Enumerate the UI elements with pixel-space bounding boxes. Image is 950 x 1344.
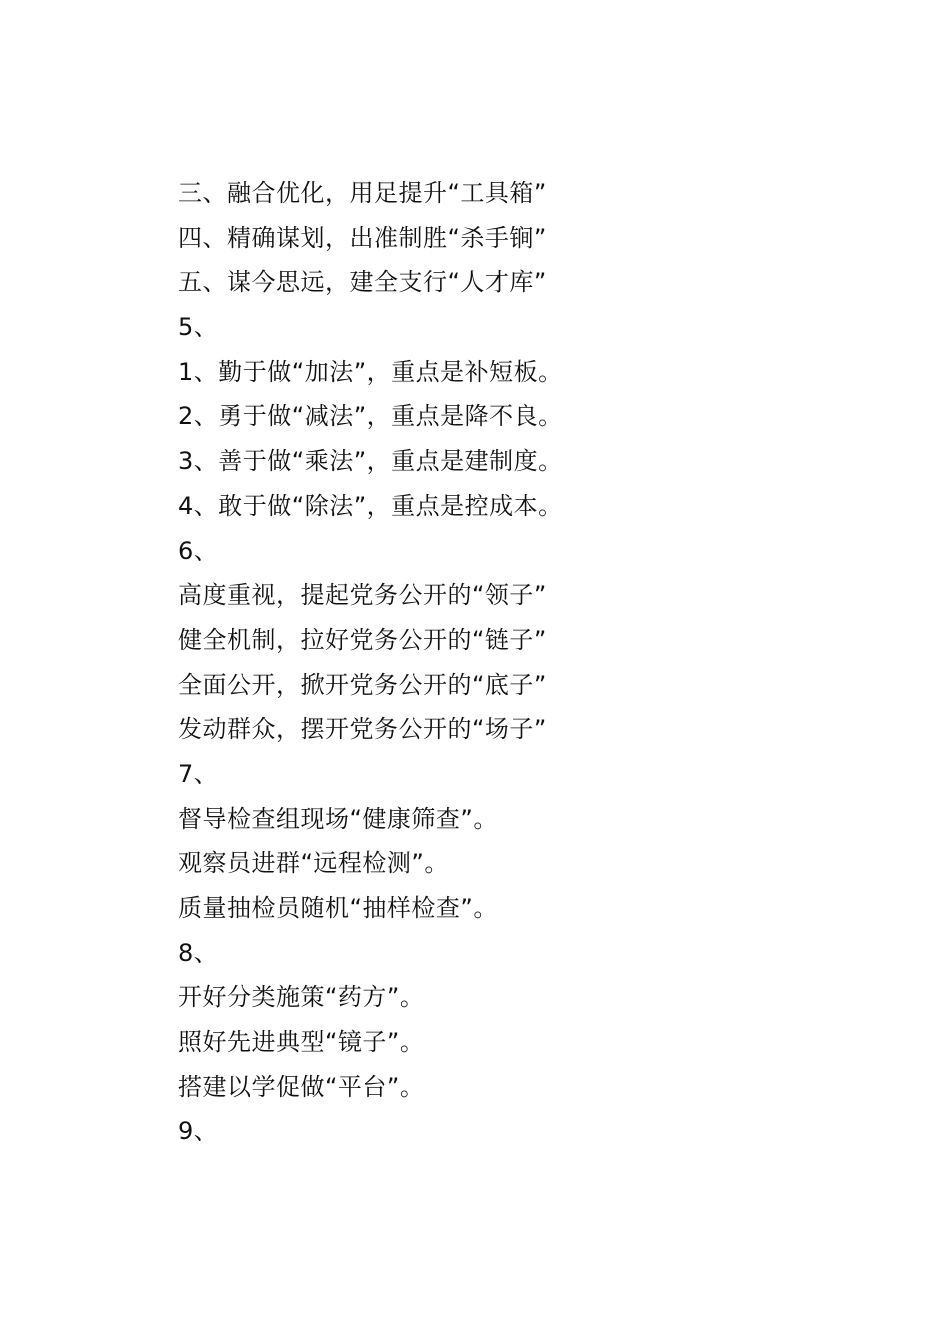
text-line: 1、勤于做“加法”，重点是补短板。	[178, 357, 563, 386]
text-line: 开好分类施策“药方”。	[178, 983, 425, 1012]
text-line: 四、精确谋划，出准制胜“杀手锏”	[178, 223, 547, 252]
text-line: 督导检查组现场“健康筛查”。	[178, 804, 498, 833]
text-line: 搭建以学促做“平台”。	[178, 1072, 425, 1101]
text-line: 质量抽检员随机“抽样检查”。	[178, 894, 498, 922]
text-line: 三、融合优化，用足提升“工具箱”	[178, 179, 547, 207]
text-line: 全面公开，掀开党务公开的“底子”	[178, 670, 547, 699]
text-line: 高度重视，提起党务公开的“领子”	[178, 581, 547, 610]
text-line: 2、勇于做“减法”，重点是降不良。	[178, 402, 563, 431]
section-number: 7、	[178, 759, 219, 788]
section-number: 6、	[178, 536, 219, 565]
text-line: 3、善于做“乘法”，重点是建制度。	[178, 447, 563, 476]
document-body	[178, 171, 878, 1154]
text-line: 五、谋今思远，建全支行“人才库”	[178, 268, 547, 297]
text-line: 观察员进群“远程检测”。	[178, 849, 449, 878]
text-line: 照好先进典型“镜子”。	[178, 1028, 425, 1057]
section-number: 5、	[178, 313, 219, 342]
text-line: 健全机制，拉好党务公开的“链子”	[178, 625, 547, 654]
section-number: 9、	[178, 1117, 219, 1146]
text-line: 发动群众，摆开党务公开的“场子”	[178, 715, 547, 744]
text-line: 4、敢于做“除法”，重点是控成本。	[178, 491, 563, 520]
section-number: 8、	[178, 938, 219, 967]
